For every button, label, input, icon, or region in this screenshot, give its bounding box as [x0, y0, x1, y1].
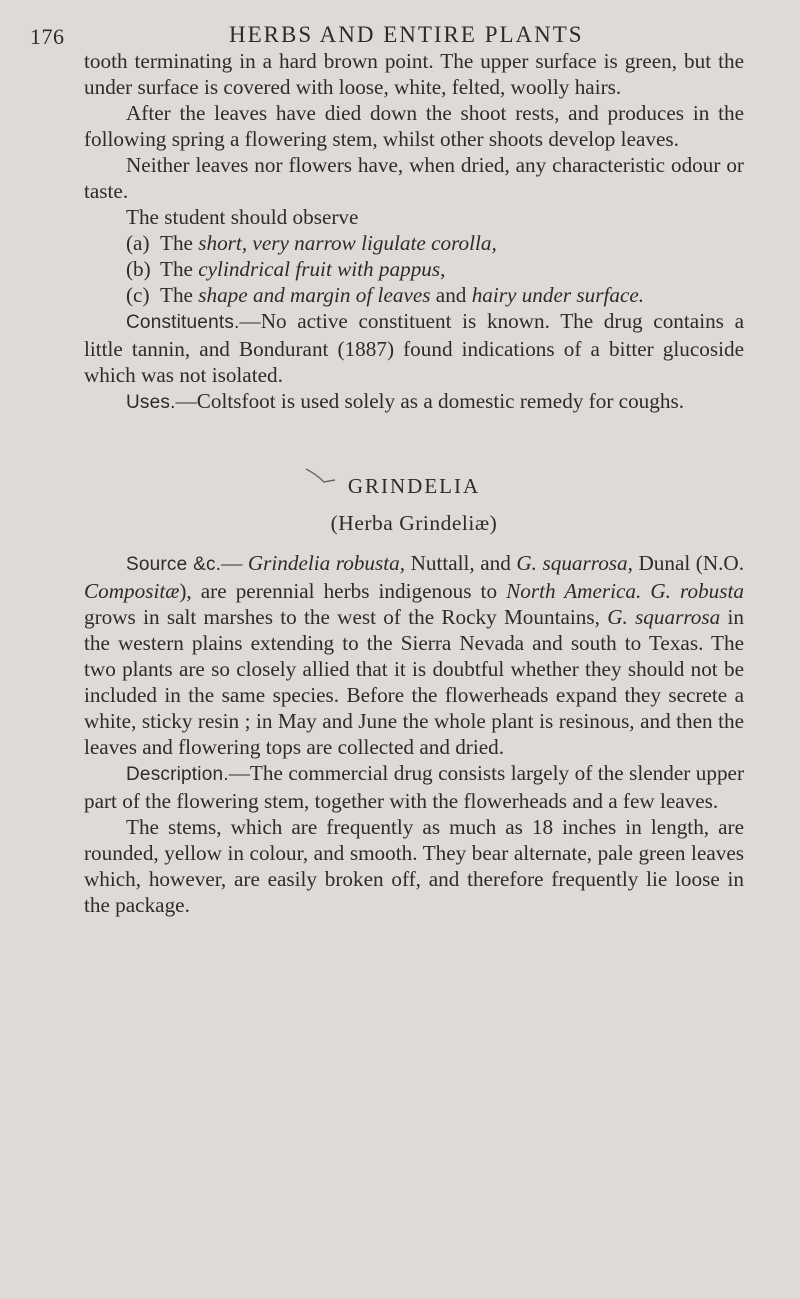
list-marker: (a): [126, 231, 150, 255]
paragraph-observe-intro: The student should observe: [126, 205, 359, 229]
list-text: The cylindrical fruit with pappus,: [160, 257, 446, 281]
page-header: [30, 10, 744, 49]
paragraph-growth: After the leaves have died down the shoot rests, and produces in the following spring a flowering stem, whilst other shoots develop leaves.: [84, 101, 744, 151]
section-subtitle: (Herba Grindeliæ): [330, 511, 498, 535]
paragraph-uses: Uses.—Coltsfoot is used solely as a domestic remedy for coughs.: [126, 389, 684, 413]
list-marker: (b): [126, 257, 151, 281]
paragraph-description: Description.—The commercial drug consists largely of the slender upper part of the flowering stem, together with the flowerheads and a few leaves.: [84, 761, 744, 813]
observe-list: [84, 230, 744, 308]
paragraph-odour: Neither leaves nor flowers have, when dried, any characteristic odour or taste.: [84, 153, 744, 203]
page-number: 176: [30, 24, 65, 49]
paragraph-leaf-surface: tooth terminating in a hard brown point. The upper surface is green, but the under surface is covered with loose, white, felted, woolly hairs.: [84, 49, 744, 99]
list-text: The shape and margin of leaves and hairy under surface.: [160, 283, 645, 307]
running-head: HERBS AND ENTIRE PLANTS: [229, 22, 584, 47]
paragraph-constituents: Constituents.—No active constituent is known. The drug contains a little tannin, and Bondurant (1887) found indications of a bitter glucoside which was not isolated.: [84, 309, 744, 387]
paragraph-stems: The stems, which are frequently as much as 18 inches in length, are rounded, yellow in colour, and smooth. They bear alternate, pale green leaves which, however, are easily broken off, and therefore frequently lie loose in the package.: [84, 815, 744, 917]
section-title: GRINDELIA: [347, 474, 481, 498]
grindelia-title-block: [84, 474, 744, 536]
list-item: [126, 256, 744, 282]
coltsfoot-section: [84, 48, 744, 416]
list-item: [126, 230, 744, 256]
grindelia-section: [84, 550, 744, 918]
title-row: [348, 474, 480, 499]
description-heading: Description.: [126, 764, 229, 785]
pencil-check-mark-icon: [304, 466, 338, 488]
uses-heading: Uses.: [126, 392, 176, 413]
list-marker: (c): [126, 283, 150, 307]
constituents-heading: Constituents.: [126, 312, 240, 333]
paragraph-source: Source &c.— Grindelia robusta, Nuttall, and G. squarrosa, Dunal (N.O. Compositæ), are perennial herbs indigenous to North America. G. robusta grows in salt marshes to the west of the Rocky Mountains, G. squarrosa in the western plains extending to the Sierra Nevada and south to Texas. The two plants are so closely allied that it is doubtful whether they should not be included in the same species. Before the flowerheads expand they secrete a white, sticky resin ; in May and June the whole plant is resinous, and then the leaves and flowering tops are collected and dried.: [84, 551, 745, 759]
list-item: [126, 282, 744, 308]
source-heading: Source &c.: [126, 554, 222, 575]
list-text: The short, very narrow ligulate corolla,: [160, 231, 497, 255]
